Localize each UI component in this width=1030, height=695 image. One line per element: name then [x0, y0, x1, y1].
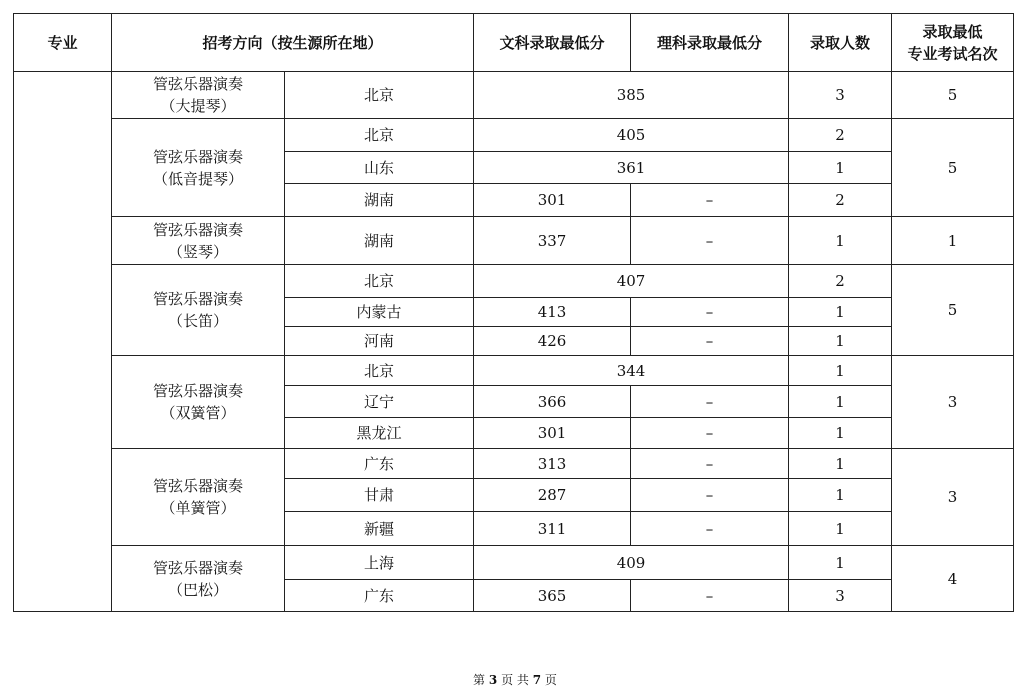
arts-min-cell: 287 [474, 479, 631, 512]
table-row [14, 356, 1014, 386]
arts-min-cell: 337 [474, 217, 631, 265]
science-min-cell: – [631, 580, 789, 612]
header-min-rank [892, 14, 1014, 72]
direction-cell [112, 217, 285, 265]
header-min-rank-line2: 专业考试名次 [907, 44, 998, 63]
province-cell: 广东 [285, 580, 474, 612]
header-count: 录取人数 [789, 14, 892, 72]
province-cell: 内蒙古 [285, 298, 474, 327]
footer-total-pages: 7 [532, 673, 542, 687]
header-row [14, 14, 1014, 72]
count-cell: 1 [789, 418, 892, 449]
header-min-rank-line1: 录取最低 [922, 22, 983, 41]
admission-table [13, 13, 1014, 612]
province-cell: 湖南 [285, 184, 474, 217]
min-rank-cell: 3 [892, 356, 1014, 449]
direction-cell [112, 356, 285, 449]
count-cell: 3 [789, 72, 892, 119]
count-cell: 1 [789, 298, 892, 327]
min-rank-cell: 4 [892, 546, 1014, 612]
count-cell: 1 [789, 546, 892, 580]
direction-line1: 管弦乐器演奏 [152, 75, 243, 93]
table-row [14, 546, 1014, 580]
count-cell: 1 [789, 152, 892, 184]
province-cell: 北京 [285, 265, 474, 298]
count-cell: 1 [789, 479, 892, 512]
province-cell: 山东 [285, 152, 474, 184]
direction-line1: 管弦乐器演奏 [152, 290, 243, 308]
footer-pre: 第 [473, 673, 486, 687]
count-cell: 2 [789, 184, 892, 217]
direction-line2: （长笛） [167, 312, 228, 330]
science-min-cell: – [631, 386, 789, 418]
province-cell: 辽宁 [285, 386, 474, 418]
count-cell: 3 [789, 580, 892, 612]
direction-line2: （大提琴） [160, 97, 236, 115]
arts-min-cell: 301 [474, 184, 631, 217]
count-cell: 1 [789, 512, 892, 546]
province-cell: 北京 [285, 119, 474, 152]
count-cell: 2 [789, 265, 892, 298]
footer-post: 页 [544, 673, 557, 687]
footer-mid: 页 共 [501, 673, 529, 687]
count-cell: 2 [789, 119, 892, 152]
province-cell: 广东 [285, 449, 474, 479]
direction-line2: （竖琴） [167, 242, 228, 261]
header-direction: 招考方向（按生源所在地） [112, 14, 474, 72]
arts-min-cell: 426 [474, 327, 631, 356]
science-min-cell: – [631, 217, 789, 265]
count-cell: 1 [789, 449, 892, 479]
table-row [14, 265, 1014, 298]
major-cell [14, 72, 112, 612]
count-cell: 1 [789, 386, 892, 418]
header-major: 专业 [14, 14, 112, 72]
science-min-cell: – [631, 184, 789, 217]
arts-min-cell: 365 [474, 580, 631, 612]
science-min-cell: – [631, 418, 789, 449]
table-row [14, 72, 1014, 119]
min-rank-cell: 1 [892, 217, 1014, 265]
province-cell: 湖南 [285, 217, 474, 265]
direction-line2: （单簧管） [160, 499, 236, 517]
footer-page-number: 3 [488, 673, 498, 687]
count-cell: 1 [789, 327, 892, 356]
direction-cell [112, 72, 285, 119]
min-rank-cell: 5 [892, 265, 1014, 356]
province-cell: 上海 [285, 546, 474, 580]
table-row [14, 449, 1014, 479]
page-footer [0, 671, 1030, 688]
min-score-cell: 405 [474, 119, 789, 152]
direction-line2: （低音提琴） [152, 169, 243, 188]
science-min-cell: – [631, 479, 789, 512]
direction-line1: 管弦乐器演奏 [152, 558, 243, 577]
arts-min-cell: 313 [474, 449, 631, 479]
count-cell: 1 [789, 217, 892, 265]
min-rank-cell: 3 [892, 449, 1014, 546]
min-rank-cell: 5 [892, 72, 1014, 119]
arts-min-cell: 301 [474, 418, 631, 449]
arts-min-cell: 311 [474, 512, 631, 546]
min-score-cell: 409 [474, 546, 789, 580]
direction-line2: （巴松） [167, 580, 228, 599]
header-arts-min: 文科录取最低分 [474, 14, 631, 72]
table-row [14, 217, 1014, 265]
province-cell: 北京 [285, 356, 474, 386]
count-cell: 1 [789, 356, 892, 386]
direction-line1: 管弦乐器演奏 [152, 220, 243, 239]
min-rank-cell: 5 [892, 119, 1014, 217]
direction-cell [112, 546, 285, 612]
science-min-cell: – [631, 298, 789, 327]
min-score-cell: 385 [474, 72, 789, 119]
arts-min-cell: 366 [474, 386, 631, 418]
min-score-cell: 344 [474, 356, 789, 386]
min-score-cell: 407 [474, 265, 789, 298]
province-cell: 黑龙江 [285, 418, 474, 449]
direction-line2: （双簧管） [160, 404, 236, 422]
direction-line1: 管弦乐器演奏 [152, 477, 243, 495]
province-cell: 北京 [285, 72, 474, 119]
direction-cell [112, 265, 285, 356]
science-min-cell: – [631, 327, 789, 356]
header-science-min: 理科录取最低分 [631, 14, 789, 72]
direction-line1: 管弦乐器演奏 [152, 382, 243, 400]
min-score-cell: 361 [474, 152, 789, 184]
province-cell: 河南 [285, 327, 474, 356]
direction-cell [112, 449, 285, 546]
direction-line1: 管弦乐器演奏 [152, 147, 243, 166]
science-min-cell: – [631, 512, 789, 546]
science-min-cell: – [631, 449, 789, 479]
arts-min-cell: 413 [474, 298, 631, 327]
direction-cell [112, 119, 285, 217]
table-body [14, 72, 1014, 612]
table-row [14, 119, 1014, 152]
province-cell: 甘肃 [285, 479, 474, 512]
province-cell: 新疆 [285, 512, 474, 546]
